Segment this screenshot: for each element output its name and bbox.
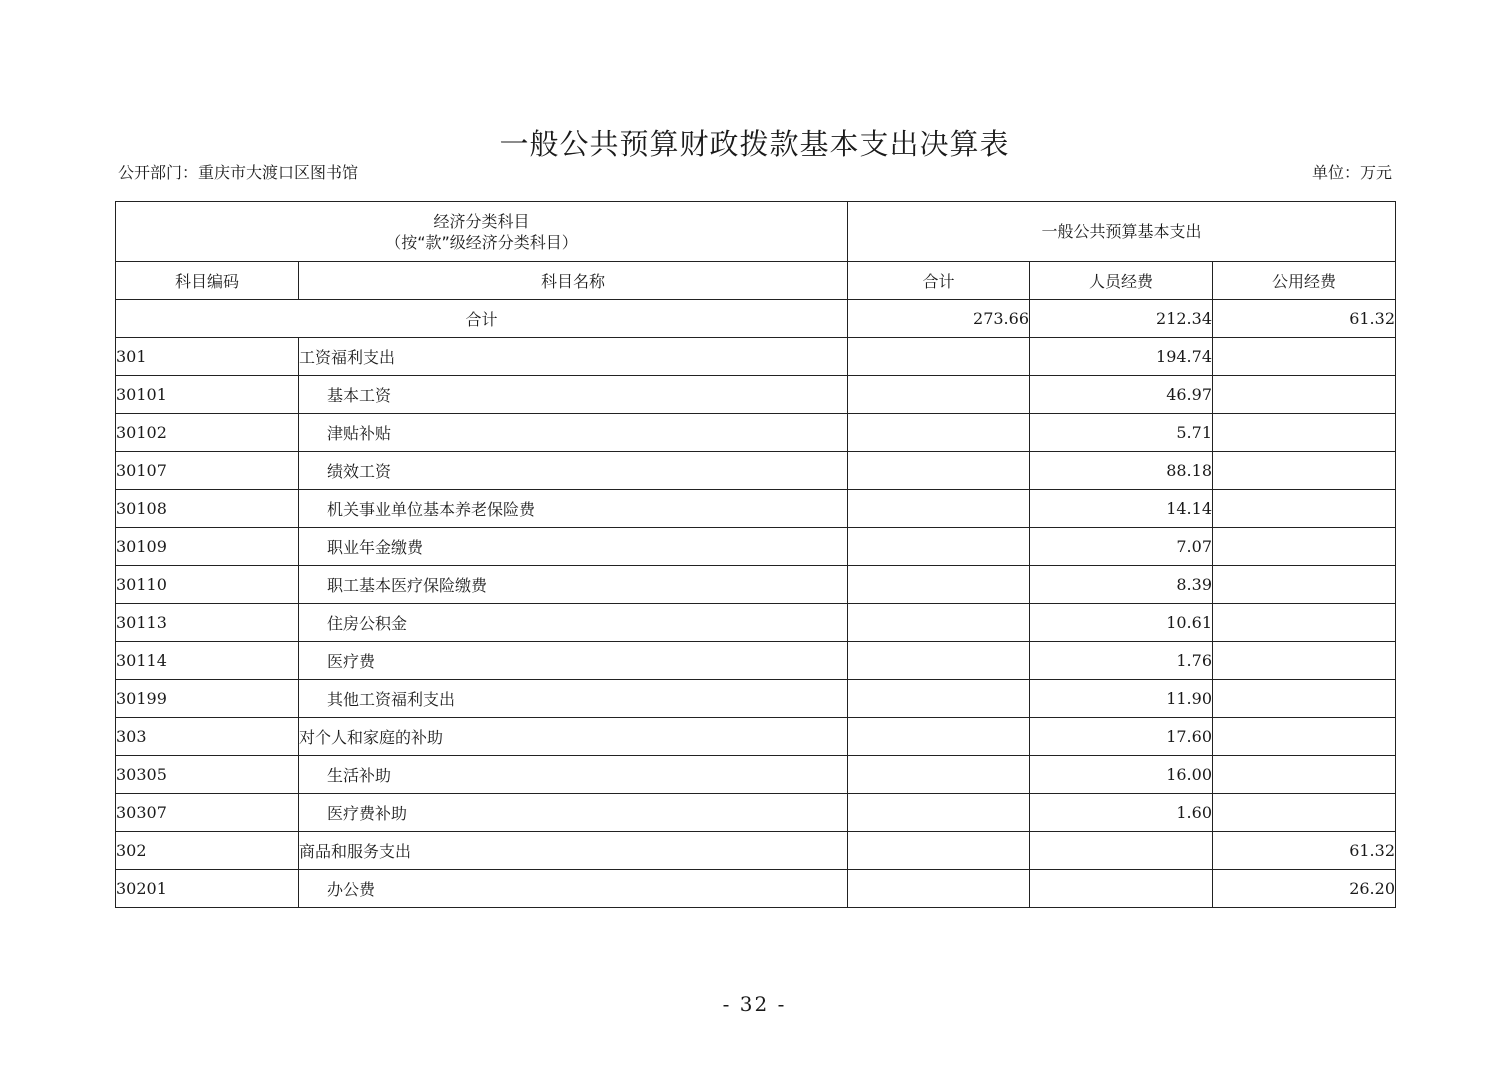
row-public [1213, 680, 1396, 718]
row-total [848, 680, 1030, 718]
table-body [116, 300, 1396, 908]
row-public [1213, 528, 1396, 566]
page-number: - 32 - [722, 992, 787, 1016]
row-total [848, 604, 1030, 642]
row-total [848, 756, 1030, 794]
col-header-name: 科目名称 [299, 262, 848, 300]
row-code: 30305 [116, 756, 299, 794]
row-personnel: 88.18 [1030, 452, 1213, 490]
row-name: 基本工资 [299, 376, 848, 414]
row-personnel: 46.97 [1030, 376, 1213, 414]
table-row [116, 870, 1396, 908]
row-public [1213, 376, 1396, 414]
table-row [116, 680, 1396, 718]
row-name: 医疗费补助 [299, 794, 848, 832]
table-row [116, 756, 1396, 794]
row-total [848, 338, 1030, 376]
row-name: 医疗费 [299, 642, 848, 680]
row-name: 机关事业单位基本养老保险费 [299, 490, 848, 528]
row-total [848, 718, 1030, 756]
row-public [1213, 604, 1396, 642]
total-row-label: 合计 [116, 300, 848, 338]
row-personnel: 5.71 [1030, 414, 1213, 452]
row-name: 其他工资福利支出 [299, 680, 848, 718]
row-public [1213, 566, 1396, 604]
col-header-code: 科目编码 [116, 262, 299, 300]
row-total [848, 414, 1030, 452]
row-public [1213, 452, 1396, 490]
row-personnel: 16.00 [1030, 756, 1213, 794]
row-total [848, 528, 1030, 566]
row-name: 工资福利支出 [299, 338, 848, 376]
unit-label: 单位：万元 [1311, 163, 1392, 182]
table-row [116, 338, 1396, 376]
row-name: 职业年金缴费 [299, 528, 848, 566]
row-total [848, 376, 1030, 414]
row-code: 302 [116, 832, 299, 870]
row-total [848, 642, 1030, 680]
row-code: 301 [116, 338, 299, 376]
total-row-total: 273.66 [848, 300, 1030, 338]
row-total [848, 870, 1030, 908]
row-personnel: 7.07 [1030, 528, 1213, 566]
row-name: 职工基本医疗保险缴费 [299, 566, 848, 604]
table-row [116, 604, 1396, 642]
row-code: 30113 [116, 604, 299, 642]
row-code: 30199 [116, 680, 299, 718]
row-public [1213, 414, 1396, 452]
row-code: 30114 [116, 642, 299, 680]
table-row [116, 718, 1396, 756]
table-row [116, 528, 1396, 566]
row-personnel: 1.60 [1030, 794, 1213, 832]
row-public [1213, 490, 1396, 528]
table-row [116, 642, 1396, 680]
econ-classification-header [116, 202, 848, 262]
row-public [1213, 756, 1396, 794]
row-personnel [1030, 832, 1213, 870]
table-row [116, 490, 1396, 528]
col-header-total: 合计 [848, 262, 1030, 300]
col-header-public: 公用经费 [1213, 262, 1396, 300]
econ-header-line1: 经济分类科目 [433, 211, 530, 231]
row-personnel [1030, 870, 1213, 908]
row-personnel: 11.90 [1030, 680, 1213, 718]
row-public [1213, 642, 1396, 680]
row-personnel: 194.74 [1030, 338, 1213, 376]
table-row [116, 794, 1396, 832]
row-code: 30109 [116, 528, 299, 566]
row-code: 30201 [116, 870, 299, 908]
row-public [1213, 338, 1396, 376]
page-title: 一般公共预算财政拨款基本支出决算表 [499, 127, 1010, 161]
department-label: 公开部门：重庆市大渡口区图书馆 [118, 163, 359, 182]
row-code: 30307 [116, 794, 299, 832]
row-code: 30101 [116, 376, 299, 414]
total-row-personnel: 212.34 [1030, 300, 1213, 338]
table-row [116, 452, 1396, 490]
row-name: 住房公积金 [299, 604, 848, 642]
row-total [848, 566, 1030, 604]
row-name: 绩效工资 [299, 452, 848, 490]
budget-table [115, 201, 1396, 908]
row-code: 30108 [116, 490, 299, 528]
row-personnel: 10.61 [1030, 604, 1213, 642]
row-personnel: 17.60 [1030, 718, 1213, 756]
row-personnel: 8.39 [1030, 566, 1213, 604]
row-total [848, 452, 1030, 490]
row-total [848, 832, 1030, 870]
econ-header-line2: （按“款”级经济分类科目） [385, 232, 578, 252]
budget-group-header: 一般公共预算基本支出 [848, 202, 1396, 262]
row-personnel: 1.76 [1030, 642, 1213, 680]
row-code: 303 [116, 718, 299, 756]
total-row [116, 300, 1396, 338]
row-code: 30107 [116, 452, 299, 490]
row-public: 61.32 [1213, 832, 1396, 870]
row-public: 26.20 [1213, 870, 1396, 908]
table-row [116, 832, 1396, 870]
row-name: 办公费 [299, 870, 848, 908]
row-public [1213, 794, 1396, 832]
row-public [1213, 718, 1396, 756]
table-row [116, 414, 1396, 452]
col-header-personnel: 人员经费 [1030, 262, 1213, 300]
row-total [848, 794, 1030, 832]
row-total [848, 490, 1030, 528]
row-name: 津贴补贴 [299, 414, 848, 452]
table-row [116, 566, 1396, 604]
row-code: 30102 [116, 414, 299, 452]
table-row [116, 376, 1396, 414]
total-row-public: 61.32 [1213, 300, 1396, 338]
row-name: 生活补助 [299, 756, 848, 794]
row-name: 商品和服务支出 [299, 832, 848, 870]
row-personnel: 14.14 [1030, 490, 1213, 528]
row-code: 30110 [116, 566, 299, 604]
row-name: 对个人和家庭的补助 [299, 718, 848, 756]
